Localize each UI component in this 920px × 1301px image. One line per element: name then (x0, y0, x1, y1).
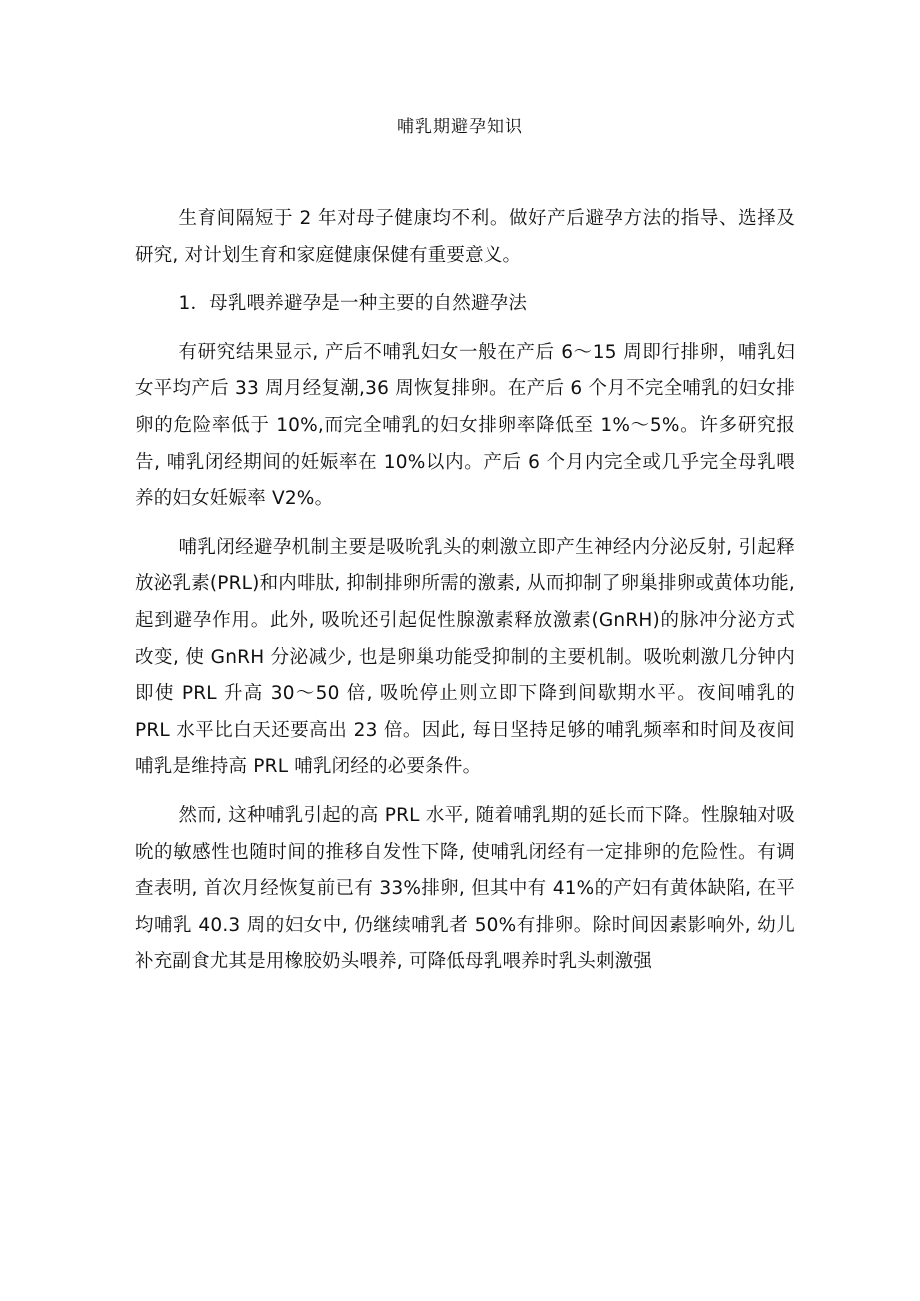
mechanism-paragraph: 哺乳闭经避孕机制主要是吸吮乳头的刺激立即产生神经内分泌反射, 引起释放泌乳素(PRL)和内啡肽, 抑制排卵所需的激素, 从而抑制了卵巢排卵或黄体功能, 起到避孕作用。此外, 吸吮还引起促性腺激素释放激素(GnRH)的脉冲分泌方式改变, 使 GnRH 分泌减少, 也是卵巢功能受抑制的主要机制。吸吮刺激几分钟内即使 PRL 升高 30～50 倍, 吸吮停止则立即下降到间歇期水平。夜间哺乳的 PRL 水平比白天还要高出 23 倍。因此, 每日坚持足够的哺乳频率和时间及夜间哺乳是维持高 PRL 哺乳闭经的必要条件。 (135, 536, 795, 778)
intro-paragraph: 生育间隔短于 2 年对母子健康均不利。做好产后避孕方法的指导、选择及研究, 对计划生育和家庭健康保健有重要意义。 (135, 208, 795, 266)
section-heading: 1．母乳喂养避孕是一种主要的自然避孕法 (178, 293, 528, 315)
research-paragraph: 有研究结果显示, 产后不哺乳妇女一般在产后 6～15 周即行排卵，哺乳妇女平均产后 33 周月经复潮,36 周恢复排卵。在产后 6 个月不完全哺乳的妇女排卵的危险率低于 10%,而完全哺乳的妇女排卵率降低至 1%～5%。许多研究报告, 哺乳闭经期间的妊娠率在 10%以内。产后 6 个月内完全或几乎完全母乳喂养的妇女妊娠率 V2%。 (135, 341, 795, 510)
document-body (135, 201, 795, 981)
decline-paragraph: 然而, 这种哺乳引起的高 PRL 水平, 随着哺乳期的延长而下降。性腺轴对吸吮的敏感性也随时间的推移自发性下降, 使哺乳闭经有一定排卵的危险性。有调查表明, 首次月经恢复前已有 33%排卵, 但其中有 41%的产妇有黄体缺陷, 在平均哺乳 40.3 周的妇女中, 仍继续哺乳者 50%有排卵。除时间因素影响外, 幼儿补充副食尤其是用橡胶奶头喂养, 可降低母乳喂养时乳头刺激强 (135, 804, 795, 973)
page-title: 哺乳期避孕知识 (397, 117, 523, 137)
